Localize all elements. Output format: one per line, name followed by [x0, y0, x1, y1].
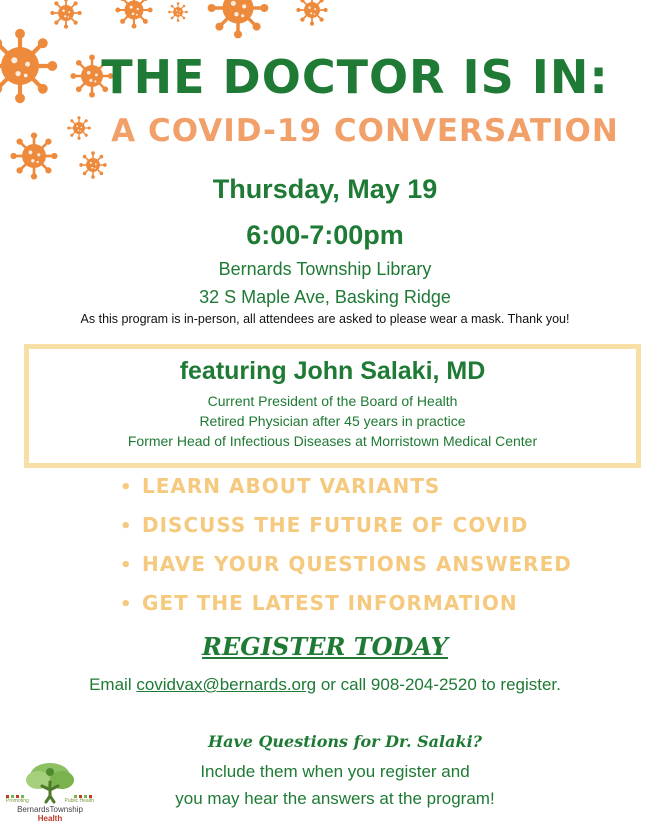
topic-item [120, 588, 600, 627]
topic-label: LEARN ABOUT VARIANTS [142, 474, 441, 498]
flyer-title: THE DOCTOR IS IN: [101, 50, 609, 104]
bullet-dot-icon: • [120, 516, 133, 537]
event-address: 32 S Maple Ave, Basking Ridge [199, 287, 451, 307]
topic-item [120, 510, 600, 549]
coronavirus-icon [50, 0, 81, 29]
topic-list [120, 471, 600, 627]
speaker-credentials [29, 391, 636, 451]
logo-tag-right: Public Health [64, 798, 94, 804]
credential-line: Current President of the Board of Health [207, 393, 458, 409]
topic-label: DISCUSS THE FUTURE OF COVID [142, 513, 529, 537]
topic-item [120, 549, 600, 588]
questions-text: Include them when you register and [200, 762, 470, 781]
coronavirus-icon [296, 0, 327, 26]
register-instructions [0, 675, 650, 695]
bullet-dot-icon: • [120, 555, 133, 576]
register-prefix: Email [89, 675, 137, 694]
featured-speaker-box [24, 344, 641, 468]
register-heading: REGISTER TODAY [202, 632, 448, 661]
topic-label: HAVE YOUR QUESTIONS ANSWERED [142, 552, 572, 576]
coronavirus-icon [168, 2, 188, 22]
mask-note: As this program is in-person, all attendees are asked to please wear a mask. Thank you! [80, 312, 570, 326]
register-suffix: or call 908-204-2520 to register. [316, 675, 561, 694]
logo-wordmark [8, 805, 92, 823]
flyer-subtitle: A COVID-19 CONVERSATION [111, 113, 619, 149]
bullet-dot-icon: • [120, 477, 133, 498]
featured-speaker-name: featuring John Salaki, MD [179, 357, 486, 385]
topic-label: GET THE LATEST INFORMATION [142, 591, 518, 615]
logo-tag-left: Promoting [6, 798, 29, 804]
event-time: 6:00-7:00pm [246, 220, 404, 250]
register-email-link[interactable]: covidvax@bernards.org [136, 675, 317, 694]
bullet-dot-icon: • [120, 594, 133, 615]
credential-line: Former Head of Infectious Diseases at Morristown Medical Center [127, 433, 538, 449]
coronavirus-icon [208, 0, 269, 38]
logo-name: BernardsTownship [17, 805, 83, 814]
event-date: Thursday, May 19 [212, 174, 438, 204]
credential-line: Retired Physician after 45 years in practice [199, 413, 466, 429]
questions-heading: Have Questions for Dr. Salaki? [207, 732, 483, 751]
questions-text: you may hear the answers at the program! [175, 789, 495, 808]
topic-item [120, 471, 600, 510]
coronavirus-icon [115, 0, 152, 29]
logo-tagline [6, 798, 94, 804]
event-venue: Bernards Township Library [218, 259, 432, 279]
logo-health: Health [37, 814, 63, 823]
